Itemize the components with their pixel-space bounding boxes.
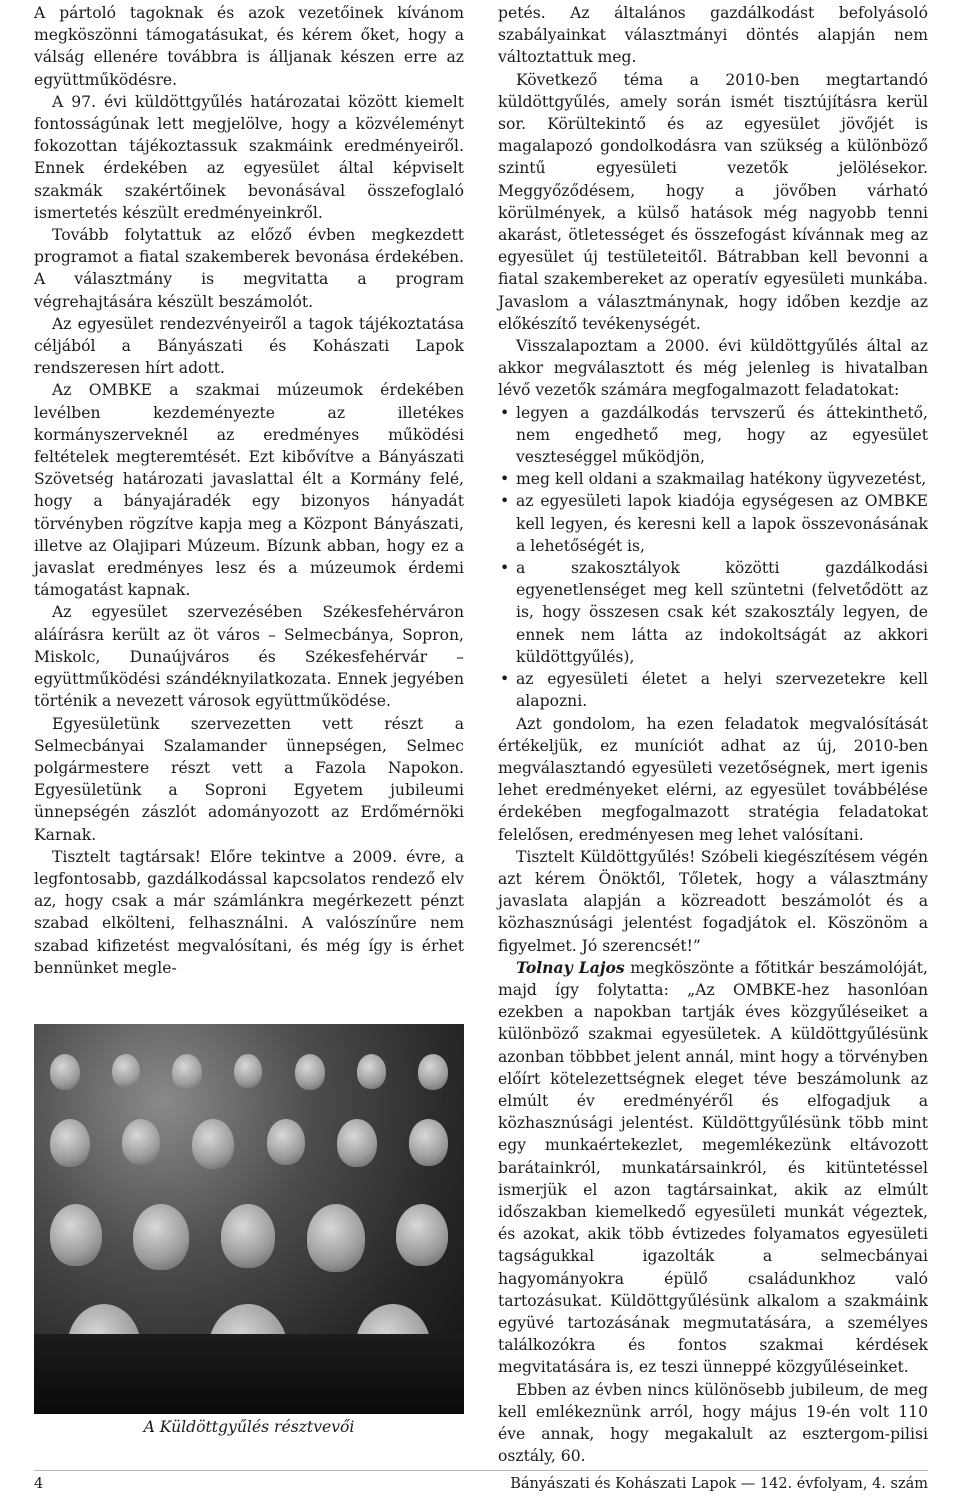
speaker-name: Tolnay Lajos [516, 957, 625, 977]
task-list [498, 402, 928, 713]
journal-footer: Bányászati és Kohászati Lapok — 142. évfolyam, 4. szám [510, 1476, 928, 1492]
list-item: • a szakosztályok közötti gazdálkodási egyenetlenséget meg kell szüntetni (felvetődött az is, hogy összesen csak két szakosztály legyen, de ennek nem látta az indokoltságát az akkori küldöttgyűlés), [498, 557, 928, 668]
paragraph: Az egyesület rendezvényeiről a tagok tájékoztatása céljából a Bányászati és Kohászati Lapok rendszeresen hírt adott. [34, 314, 464, 378]
list-item: • meg kell oldani a szakmailag hatékony ügyvezetést, [498, 468, 928, 490]
paragraph: A pártoló tagoknak és azok vezetőinek kívánom megköszönni támogatásukat, és kérem őket, hogy a válság ellenére továbbra is álljanak készen erre az együttműködésre. [34, 4, 464, 89]
list-item: • legyen a gazdálkodás tervszerű és áttekinthető, nem engedhető meg, hogy az egyesület veszteséggel működjön, [498, 402, 928, 469]
right-column [498, 2, 928, 1467]
paragraph: Tovább folytattuk az előző évben megkezdett programot a fiatal szakemberek bevonása érdekében. A választmány is megvitatta a program végrehajtására készült beszámolót. [34, 226, 464, 311]
paragraph: Következő téma a 2010-ben megtartandó küldöttgyűlés, amely során ismét tisztújításra kerül sor. Körültekintő és az egyesület jövőjét is magalapozó gondolkodásra van szükség a különböző szintű egyesületi vezetők jelölésekor. Meggyőződésem, hogy a jövőben várható körülmények, a külső hatások még nagyobb tenni akarást, ötletességet és összefogást kívánnak meg az egyesület új testületeitől. Bátrabban kell bevonni a fiatal szakembereket az operatív egyesületi munkába. Javaslom a választmánynak, hogy időben kezdje az előkészítő tevékenységét. [498, 70, 928, 333]
paragraph: Ebben az évben nincs különösebb jubileum, de meg kell emlékeznünk arról, hogy május 19-én volt 110 éve annak, hogy megakalult az esztergom-pilisi osztály, 60. [498, 1380, 928, 1466]
paragraph: A 97. évi küldöttgyűlés határozatai között kiemelt fontosságúnak lett megjelölve, hogy a közvéleményt fokozottan tájékoztassuk szakmáink eredményeiről. Ennek érdekében az egyesület által képviselt szakmák szakértőinek bevonásával összefoglaló ismertetés készült eredményeinkről. [34, 92, 464, 222]
paragraph: Az egyesület szervezésében Székesfehérváron aláírásra került az öt város – Selmecbánya, Sopron, Miskolc, Dunaújváros és Székesfehérvár – együttműködési szándéknyilatkozata. Ennek jegyében történik a nevezett városok együttműködése. [34, 603, 464, 711]
photo-caption: A Küldöttgyűlés résztvevői [143, 1418, 355, 1436]
page-number: 4 [34, 1476, 44, 1492]
paragraph: Tisztelt Küldöttgyűlés! Szóbeli kiegészítésem végén azt kérem Önöktől, Tőletek, hogy a választmány javaslata alapján a közreadott beszámolót és a közhasznúsági jelentést fogadjátok el. Köszönöm a figyelmet. Jó szerencsét!” [498, 847, 928, 955]
paragraph: Azt gondolom, ha ezen feladatok megvalósítását értékeljük, ez muníciót adhat az új, 2010-ben megválasztandó egyesületi vezetőségnek, mert igenis lehet eredményeket elérni, az egyesület továbbélése érdekében megfogalmazott stratégia feladatokat felelősen, eredményesen meg lehet valósítani. [498, 714, 928, 844]
paragraph: Az OMBKE a szakmai múzeumok érdekében levélben kezdeményezte az illetékes kormányszerveknél az eredményes működési feltételek megteremtését. Ezt kibővítve a Bányászati Szövetség határozati javaslattal élt a Kormány felé, hogy a bányajáradék egy bizonyos hányadát törvényben rögzítve kapja meg a Központ Bányászati, illetve az Olajipari Múzeum. Bízunk abban, hogy ez a javaslat eredményes lesz és a múzeumok érdemi támogatást kapnak. [34, 381, 464, 600]
paragraph: Egyesületünk szervezetten vett részt a Selmecbányai Szalamander ünnepségen, Selmec polgármestere részt vett a Fazola Napokon. Egyesületünk a Soproni Egyetem jubileumi ünnepségén zászlót adományozott az Erdőmérnöki Karnak. [34, 714, 464, 844]
footer-rule [34, 1470, 928, 1471]
paragraph: petés. Az általános gazdálkodást befolyásoló szabályainkat választmányi döntés alapján nem változtattuk meg. [498, 4, 928, 67]
assembly-photo [34, 1024, 464, 1414]
paragraph: Tisztelt tagtársak! Előre tekintve a 2009. évre, a legfontosabb, gazdálkodással kapcsolatos rendező elv az, hogy csak a már számlánkra megérkezett pénzt szabad elkölteni, felhasználni. A valószínűre nem szabad kifizetést megvalósítani, és még így is érhet bennünket megle- [34, 847, 464, 977]
paragraph [498, 957, 928, 1379]
list-item: • az egyesületi lapok kiadója egységesen az OMBKE kell legyen, és keresni kell a lapok összevonásának a lehetőségét is, [498, 490, 928, 557]
list-item: • az egyesületi életet a helyi szervezetekre kell alapozni. [498, 668, 928, 712]
paragraph: Visszalapoztam a 2000. évi küldöttgyűlés által az akkor megválasztott és még jelenleg is hivatalban lévő vezetők számára megfogalmazott feladatokat: [498, 337, 928, 400]
left-column [34, 2, 464, 979]
speaker-text: megköszönte a főtitkár beszámolóját, majd így folytatta: „Az OMBKE-hez hasonlóan ezekben a napokban tartják éves közgyűléseiket a különböző szakmai egyesületek. A küldöttgyűlésünk azonban többbet jelent annál, mint hogy a törvényben előírt kötelezettségnek eleget téve beszámolunk az elmúlt év eredményéről és elfogadjuk a közhasznúsági jelentést. Küldöttgyűlésünk több mint egy munkaértekezlet, megemlékezünk eltávozott barátainkról, munkatársainkról, és kitüntetéssel ismerjük el azon tagtársainkat, akik az elmúlt időszakban kiemelkedő egyesületi munkát végeztek, és azokat, akik több évtizedes folyamatos egyesületi tagságukkal igazolták a selmecbányai hagyományokra épülő családunkhoz való tartozásukat. Küldöttgyűlésünk alkalom a szakmáink együvé tartozásának megmutatására, a személyes találkozókra és fontos szakmai kérdések megvitatására is, ez teszi ünneppé közgyűléseinket. [498, 958, 928, 1377]
